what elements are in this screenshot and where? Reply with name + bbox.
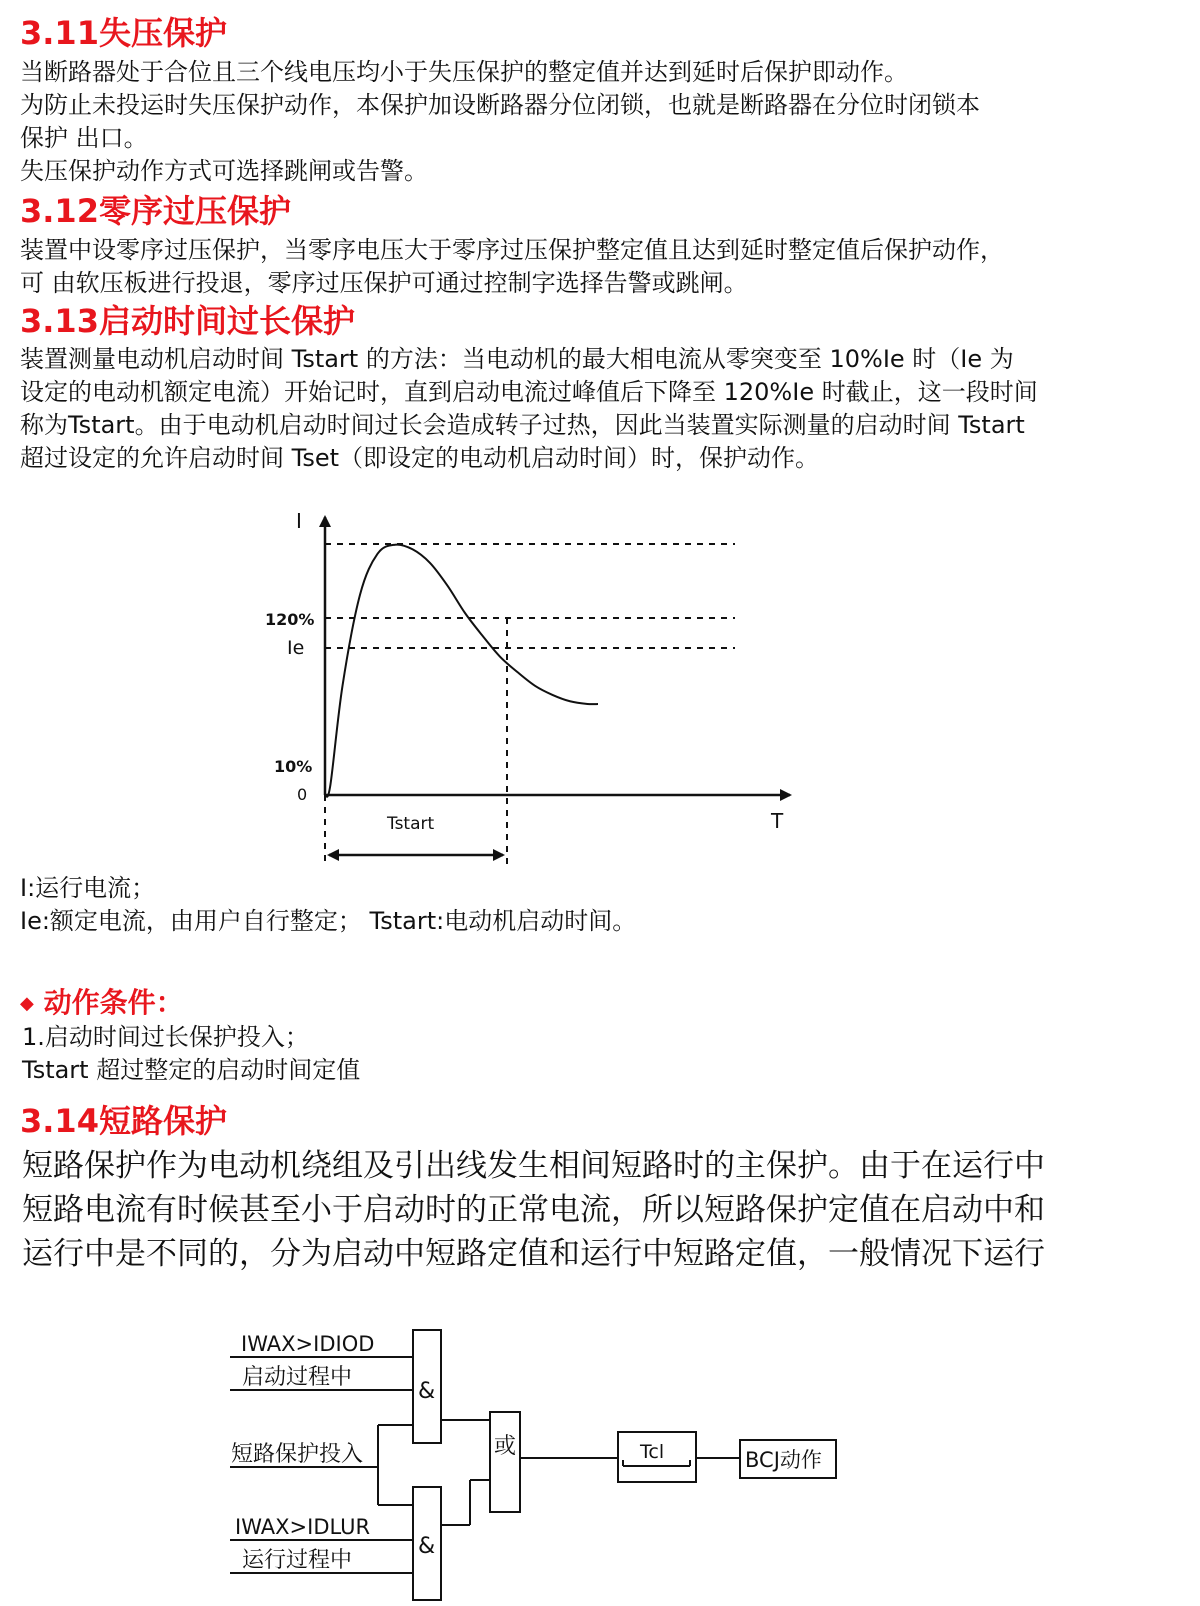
diamond-icon: ◆ — [20, 993, 34, 1014]
input-label-running: 运行过程中 — [242, 1548, 353, 1573]
tick-label-10: 10% — [274, 757, 313, 776]
section-3-14-title: 3.14短路保护 — [20, 1102, 227, 1140]
section-3-14-body — [22, 1144, 1182, 1276]
chart-legend — [20, 872, 1180, 938]
and-gate-start — [413, 1330, 441, 1443]
input-label-iwax-idlur: IWAX>IDLUR — [235, 1515, 371, 1539]
and-symbol-2: & — [418, 1534, 436, 1559]
and-gate-run — [413, 1487, 441, 1600]
text-line: 超过设定的允许启动时间 Tset（即设定的电动机启动时间）时，保护动作。 — [20, 444, 819, 472]
text-line: 称为Tstart。由于电动机启动时间过长会造成转子过热，因此当装置实际测量的启动时间 Tstart — [20, 411, 1025, 439]
text-line: 当断路器处于合位且三个线电压均小于失压保护的整定值并达到延时后保护即动作。 — [20, 58, 908, 86]
section-3-11-title: 3.11失压保护 — [20, 14, 227, 52]
output-label: BCJ动作 — [745, 1448, 822, 1472]
text-line: 为防止未投运时失压保护动作，本保护加设断路器分位闭锁，也就是断路器在分位时闭锁本 — [20, 91, 980, 119]
tick-label-0: 0 — [297, 785, 308, 804]
condition-line: 1.启动时间过长保护投入； — [22, 1023, 309, 1051]
y-axis-label: I — [296, 509, 302, 533]
text-line: 短路电流有时候甚至小于启动时的正常电流，所以短路保护定值在启动中和 — [22, 1192, 1045, 1228]
current-curve — [325, 545, 598, 797]
and-symbol-1: & — [418, 1379, 436, 1404]
text-line: 保护 出口。 — [20, 124, 148, 152]
section-3-13-body — [20, 343, 1180, 475]
conditions-body — [22, 1021, 1182, 1087]
conditions-title: 动作条件： — [43, 986, 184, 1019]
timer-box — [618, 1432, 696, 1482]
tick-label-120: 120% — [265, 610, 315, 629]
text-line: 短路保护作为电动机绕组及引出线发生相间短路时的主保护。由于在运行中 — [22, 1148, 1045, 1184]
legend-line: I:运行电流； — [20, 874, 156, 902]
text-line: 设定的电动机额定电流）开始记时，直到启动电流过峰值后下降至 120%Ie 时截止，这一段时间 — [20, 378, 1038, 406]
output-box — [740, 1440, 836, 1478]
text-line: 运行中是不同的，分为启动中短路定值和运行中短路定值，一般情况下运行 — [22, 1236, 1045, 1272]
input-label-iwax-idiod: IWAX>IDIOD — [241, 1332, 375, 1356]
section-3-12-body — [20, 234, 1180, 300]
section-3-11-body — [20, 56, 1180, 188]
section-3-12-title: 3.12零序过压保护 — [20, 192, 291, 230]
or-symbol: 或 — [494, 1434, 517, 1459]
timer-label: Tcl — [640, 1441, 665, 1463]
condition-line: Tstart 超过整定的启动时间定值 — [22, 1056, 361, 1084]
tick-label-ie: Ie — [287, 637, 305, 659]
legend-line: Ie:额定电流，由用户自行整定； Tstart:电动机启动时间。 — [20, 907, 637, 935]
x-axis-label: T — [771, 809, 784, 833]
text-line: 可 由软压板进行投退，零序过压保护可通过控制字选择告警或跳闸。 — [20, 269, 748, 297]
text-line: 装置测量电动机启动时间 Tstart 的方法：当电动机的最大相电流从零突变至 10%Ie 时（Ie 为 — [20, 345, 1014, 373]
or-gate — [490, 1412, 520, 1512]
text-line: 装置中设零序过压保护，当零序电压大于零序过压保护整定值且达到延时整定值后保护动作， — [20, 236, 1004, 264]
text-line: 失压保护动作方式可选择跳闸或告警。 — [20, 157, 428, 185]
input-label-starting: 启动过程中 — [242, 1365, 353, 1390]
input-label-enable: 短路保护投入 — [231, 1442, 364, 1467]
conditions-heading — [20, 985, 184, 1022]
section-3-13-title: 3.13启动时间过长保护 — [20, 302, 355, 340]
tstart-label: Tstart — [387, 814, 435, 834]
